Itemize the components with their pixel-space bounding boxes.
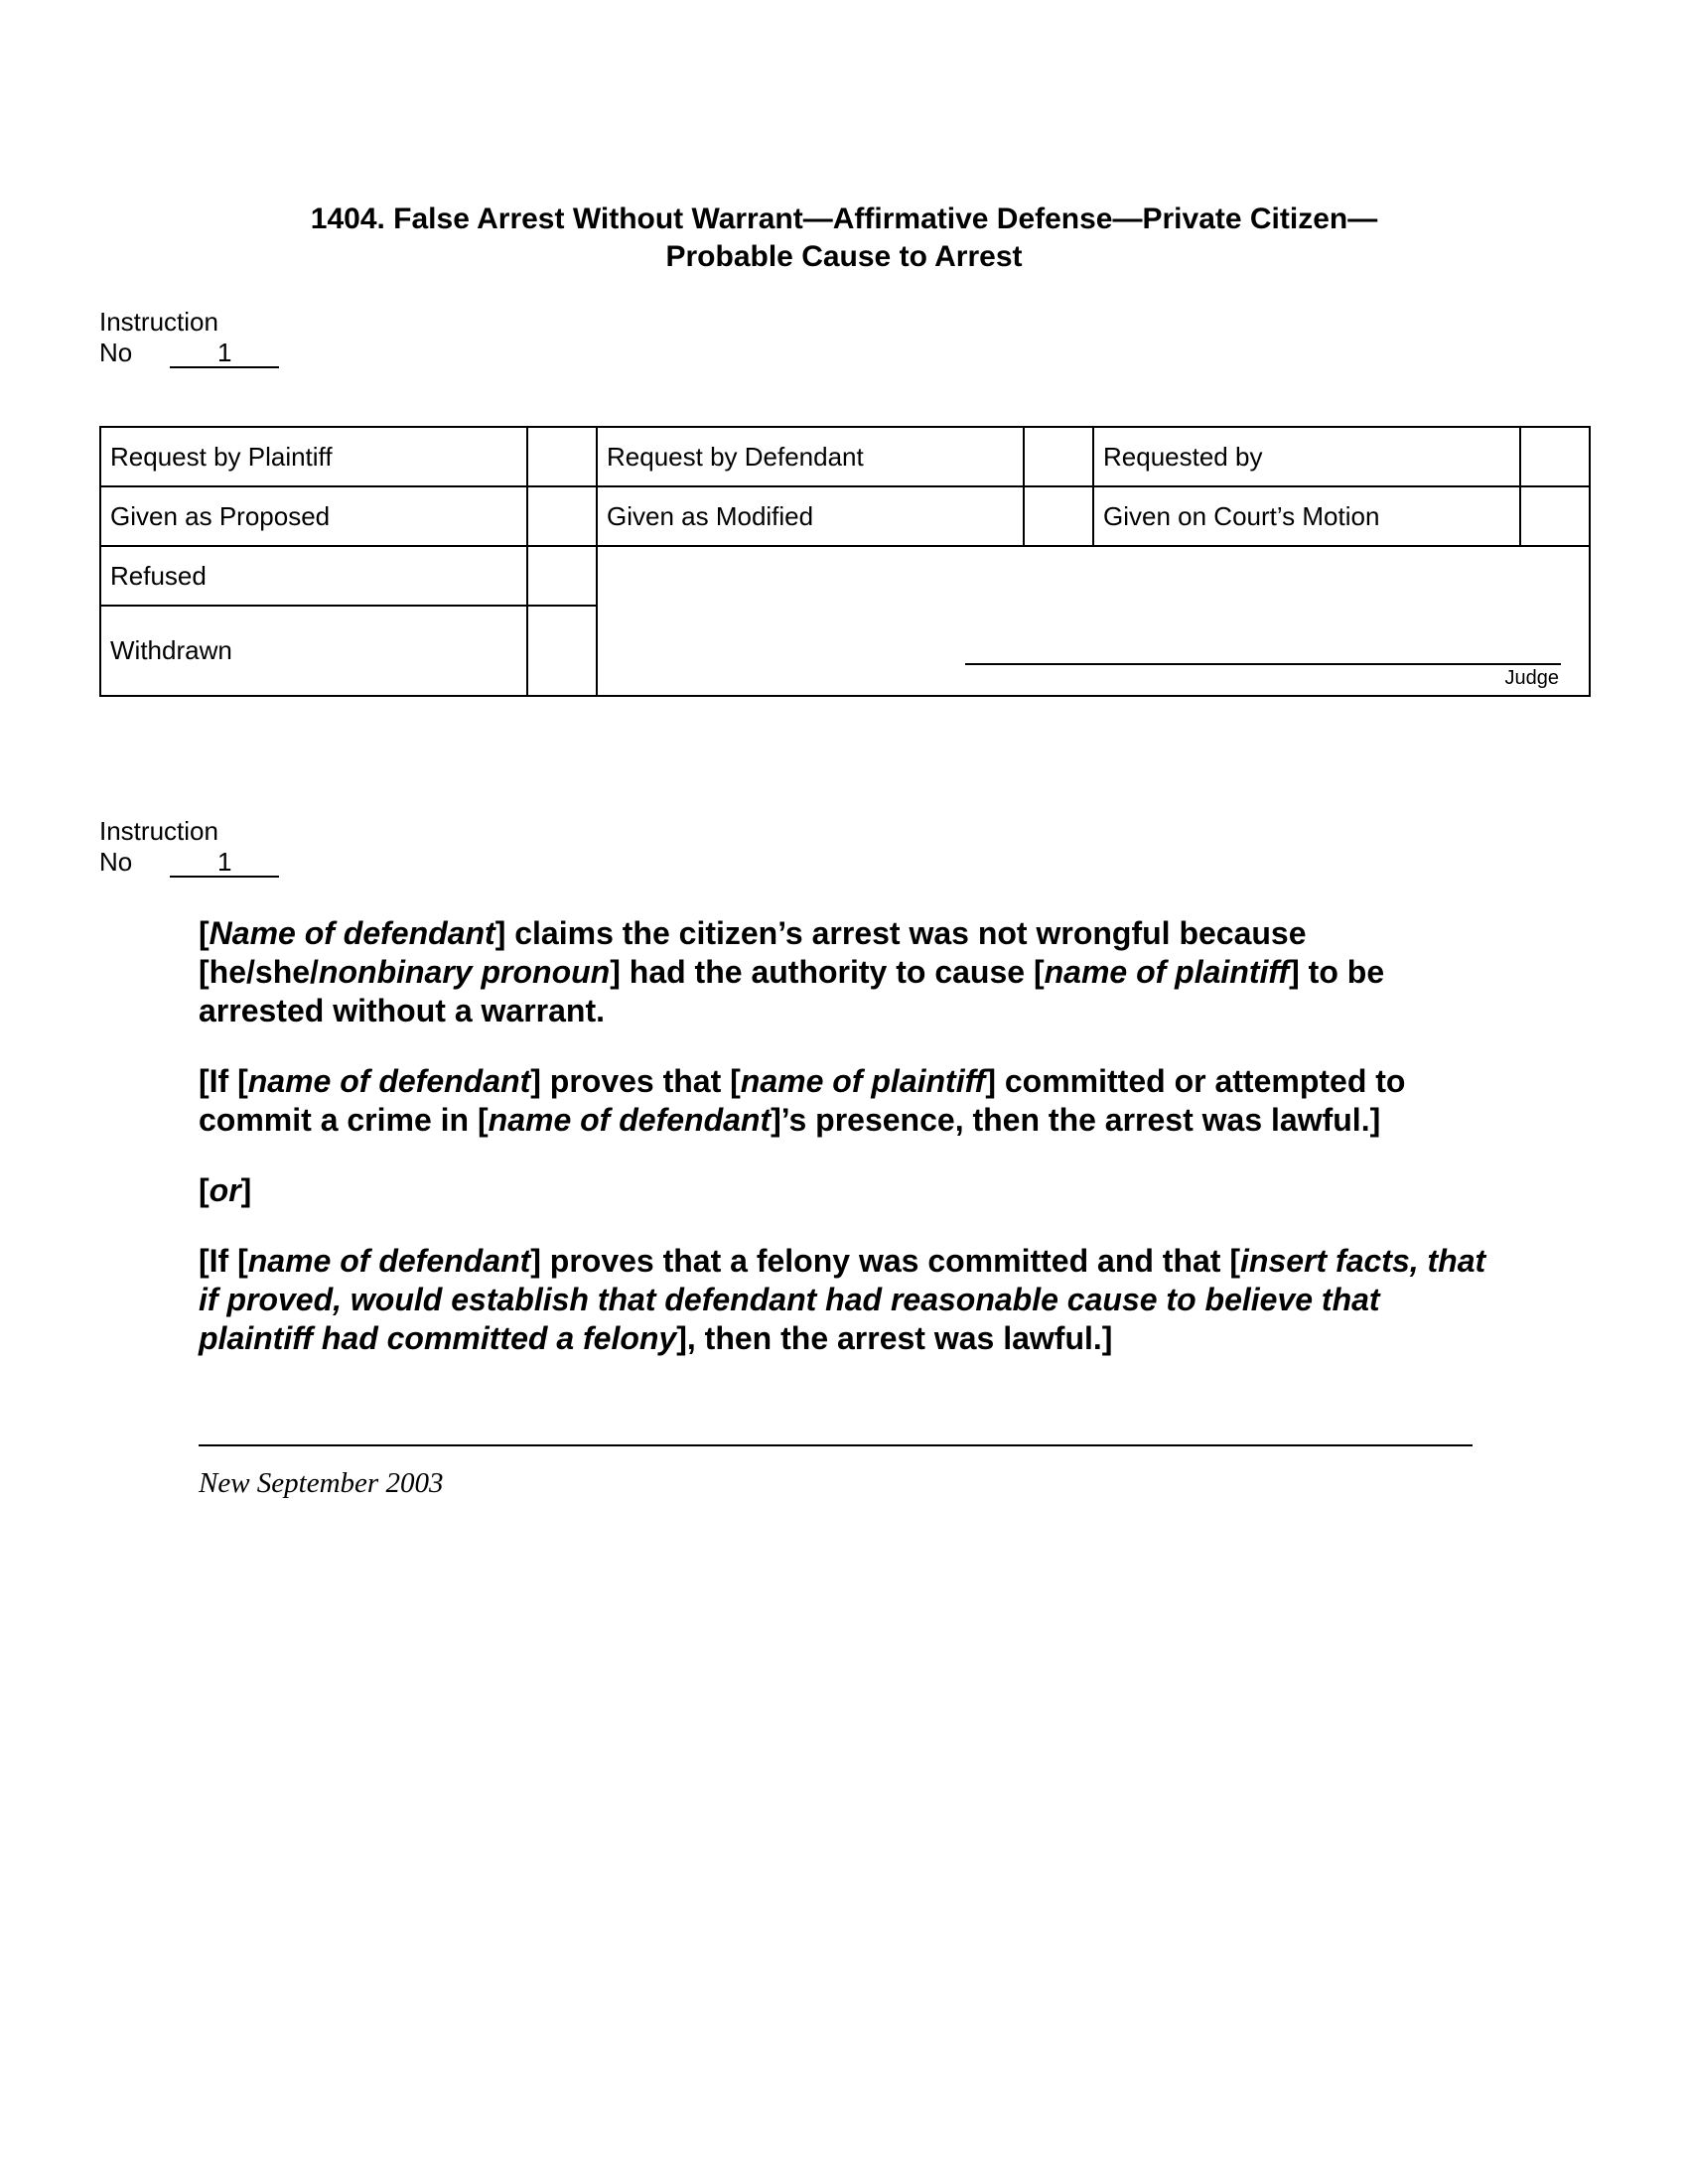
title-line-2: Probable Cause to Arrest	[665, 240, 1023, 273]
placeholder-run: nonbinary pronoun	[318, 954, 611, 990]
placeholder-run: name of plaintiff	[740, 1063, 986, 1099]
instruction-label: Instruction	[99, 307, 218, 337]
text-run: ] proves that [	[530, 1063, 741, 1099]
placeholder-run: insert facts, that if proved, would establish that defendant had reasonable cause to believe that plaintiff had committed a felony	[199, 1243, 1486, 1356]
instruction-paragraph-3	[199, 1171, 1489, 1210]
page-title	[0, 201, 1688, 276]
judge-label: Judge	[1504, 667, 1559, 689]
instruction-number: 1	[170, 848, 279, 878]
text-run: ] proves that a felony was committed and that [	[530, 1243, 1240, 1279]
text-run: ], then the arrest was lawful.]	[676, 1320, 1113, 1356]
requested-by-checkbox[interactable]	[1520, 427, 1590, 486]
text-run: ]	[240, 1172, 252, 1208]
instruction-number-header-top	[99, 307, 279, 368]
placeholder-run: name of defendant	[247, 1063, 531, 1099]
request-by-defendant-checkbox[interactable]	[1024, 427, 1093, 486]
instruction-no-line	[99, 338, 279, 368]
given-on-courts-motion-label: Given on Court’s Motion	[1093, 486, 1520, 546]
judge-signature-block	[965, 663, 1561, 691]
text-run: [	[199, 1172, 210, 1208]
given-as-proposed-label: Given as Proposed	[100, 486, 527, 546]
text-run: ]’s presence, then the arrest was lawful.]	[771, 1102, 1381, 1138]
given-as-proposed-checkbox[interactable]	[527, 486, 597, 546]
instruction-no-label: No	[99, 847, 133, 877]
request-status-table	[99, 426, 1591, 697]
instruction-no-line	[99, 847, 279, 878]
given-as-modified-label: Given as Modified	[597, 486, 1024, 546]
title-line-1: 1404. False Arrest Without Warrant—Affirmative Defense—Private Citizen—	[310, 203, 1378, 235]
text-run: ] had the authority to cause [	[610, 954, 1045, 990]
placeholder-run: name of plaintiff	[1044, 954, 1290, 990]
footer-divider	[199, 1444, 1473, 1446]
judge-signature-area	[597, 546, 1590, 696]
text-run: [	[199, 915, 210, 951]
refused-label: Refused	[100, 546, 527, 606]
instruction-no-label: No	[99, 338, 133, 367]
refused-checkbox[interactable]	[527, 546, 597, 606]
text-run: ] claims the citizen’s arrest was not wrongful because [he/she/	[199, 915, 1307, 990]
requested-by-label: Requested by	[1093, 427, 1520, 486]
placeholder-run: Name of defendant	[209, 915, 495, 951]
placeholder-run: or	[209, 1172, 241, 1208]
instruction-label: Instruction	[99, 816, 218, 846]
text-run: ] to be arrested without a warrant.	[199, 954, 1385, 1028]
placeholder-run: name of defendant	[247, 1243, 531, 1279]
withdrawn-label: Withdrawn	[100, 606, 527, 696]
instruction-body	[199, 914, 1489, 1390]
instruction-paragraph-4	[199, 1242, 1489, 1358]
instruction-number: 1	[170, 339, 279, 368]
text-run: ] committed or attempted to commit a crime in [	[199, 1063, 1406, 1138]
text-run: [If [	[199, 1243, 248, 1279]
request-by-plaintiff-checkbox[interactable]	[527, 427, 597, 486]
text-run: [If [	[199, 1063, 248, 1099]
request-by-defendant-label: Request by Defendant	[597, 427, 1024, 486]
given-as-modified-checkbox[interactable]	[1024, 486, 1093, 546]
history-note: New September 2003	[199, 1467, 444, 1499]
instruction-paragraph-2	[199, 1062, 1489, 1140]
instruction-number-header-bottom	[99, 816, 279, 878]
instruction-paragraph-1	[199, 914, 1489, 1030]
placeholder-run: name of defendant	[488, 1102, 772, 1138]
request-by-plaintiff-label: Request by Plaintiff	[100, 427, 527, 486]
withdrawn-checkbox[interactable]	[527, 606, 597, 696]
given-on-courts-motion-checkbox[interactable]	[1520, 486, 1590, 546]
